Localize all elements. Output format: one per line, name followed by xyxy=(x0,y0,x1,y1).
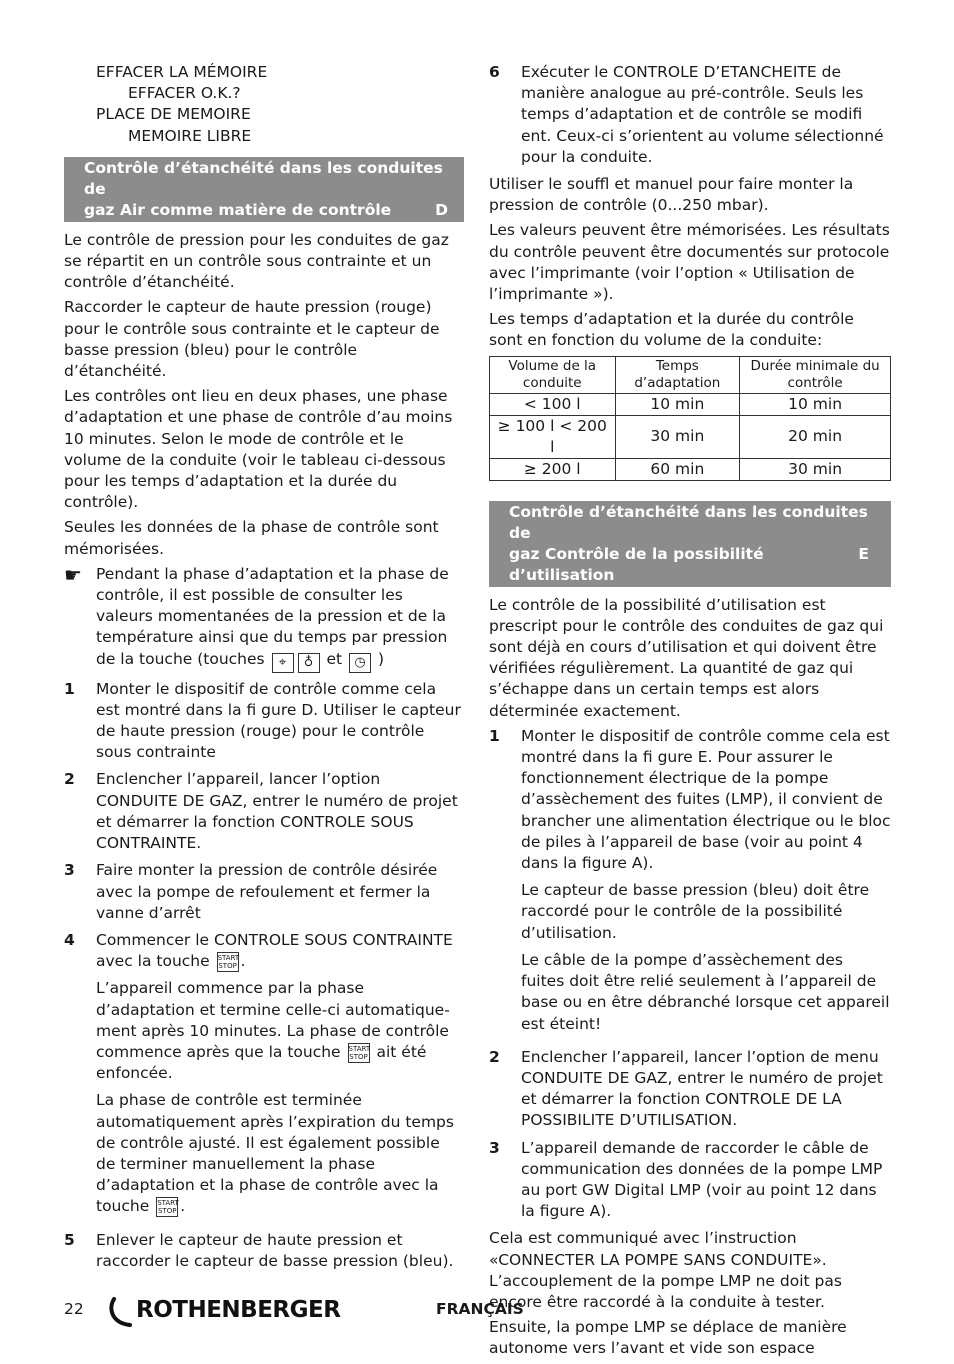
step-number: 4 xyxy=(64,930,75,949)
note-and: et xyxy=(326,649,343,668)
table-row xyxy=(490,458,891,480)
table-header: Durée minimale du contrôle xyxy=(740,356,891,393)
section-heading-line: gaz Contrôle de la possibilité d’utilisation xyxy=(509,544,764,584)
step-text: Enclencher l’appareil, lancer l’option de menu CONDUITE DE GAZ, entrer le numéro de projet et démarrer la fonction CONTROLE DE LA POSSIBILITE D’UTILISATION. xyxy=(521,1047,883,1130)
table-cell: 30 min xyxy=(740,458,891,480)
memory-line: MEMOIRE LIBRE xyxy=(128,126,252,145)
step-text: Enlever le capteur de haute pression et raccorder le capteur de basse pression (bleu). xyxy=(96,1230,454,1270)
clock-key-icon: ◷ xyxy=(349,653,371,673)
step xyxy=(64,769,464,854)
section-heading-line: Contrôle d’étanchéité dans les conduites de xyxy=(84,158,443,198)
step xyxy=(489,1047,891,1132)
table-cell: 20 min xyxy=(740,415,891,458)
step xyxy=(489,726,891,1041)
step-number: 1 xyxy=(489,726,500,745)
temperature-key-icon: ♁ xyxy=(298,653,320,673)
step-text: Commencer le CONTROLE SOUS CONTRAINTE avec la touche xyxy=(96,930,453,971)
table-row xyxy=(490,393,891,415)
paragraph: Seules les données de la phase de contrôle sont mémorisées. xyxy=(64,518,439,558)
step-text: Enclencher l’appareil, lancer l’option CONDUITE DE GAZ, entrer le numéro de projet et démarrer la fonction CONTROLE SOUS CONTRAINTE. xyxy=(96,770,458,853)
paragraph: Utiliser le souffl et manuel pour faire monter la pression de contrôle (0...250 mbar). xyxy=(489,175,854,215)
step-text: Monter le dispositif de contrôle comme cela est montré dans la fi gure D. Utiliser le capteur de haute pression (rouge) pour le contrôle sous contrainte xyxy=(96,679,461,762)
brand-logo xyxy=(108,1295,340,1327)
left-column xyxy=(64,62,464,1278)
step-number: 3 xyxy=(64,861,75,880)
table-cell: 10 min xyxy=(740,393,891,415)
paragraph: Ensuite, la pompe LMP se déplace de manière autonome vers l’avant et vide son espace xyxy=(489,1318,847,1358)
step-text: . xyxy=(240,952,246,971)
paragraph: Le contrôle de pression pour les conduites de gaz se répartit en un contrôle sous contrainte et un contrôle d’étanchéité. xyxy=(64,230,449,292)
table-header: Temps d’adaptation xyxy=(615,356,740,393)
table-cell: ≥ 100 l < 200 l xyxy=(490,415,616,458)
language-label: FRANÇAIS xyxy=(436,1300,524,1318)
table-header: Volume de la conduite xyxy=(490,356,616,393)
step xyxy=(64,1230,464,1272)
section-letter: D xyxy=(435,200,448,219)
pressure-key-icon: ⌖ xyxy=(272,653,294,673)
section-letter: E xyxy=(858,544,869,563)
rothenberger-swoosh-icon xyxy=(108,1295,136,1327)
page-footer xyxy=(64,1295,894,1329)
table-cell: 10 min xyxy=(615,393,740,415)
table-cell: 60 min xyxy=(615,458,740,480)
paragraph: Raccorder le capteur de haute pression (rouge) pour le contrôle sous contrainte et le capteur de basse pression (bleu) pour le contrôle d’étanchéité. xyxy=(64,298,440,381)
start-stop-key-icon: START STOP xyxy=(348,1044,371,1061)
step-text: Le câble de la pompe d’assèchement des fuites doit être relié seulement à l’appareil de base ou en être débranché lorsque cet appareil est éteint! xyxy=(521,950,890,1033)
start-stop-key-icon: START STOP xyxy=(217,954,240,971)
step xyxy=(489,62,891,168)
paragraph: Cela est communiqué avec l’instruction «CONNECTER LA POMPE SANS CONDUITE». L’accouplement de la pompe LMP ne doit pas encore être raccordé à la conduite à tester. xyxy=(489,1229,842,1311)
step-text: ait été enfoncée. xyxy=(96,1042,427,1083)
start-stop-key-icon: START STOP xyxy=(157,1199,179,1216)
memory-line: PLACE DE MEMOIRE xyxy=(96,105,251,124)
step xyxy=(489,1138,891,1223)
step xyxy=(64,860,464,924)
step xyxy=(64,679,464,764)
step-number: 1 xyxy=(64,679,75,698)
step-text: Le capteur de basse pression (bleu) doit être raccordé pour le contrôle de la possibilité d’utilisation. xyxy=(521,881,870,942)
right-column xyxy=(489,62,891,1364)
brand-name: ROTHENBERGER xyxy=(136,1297,341,1324)
memory-line: EFFACER LA MÉMOIRE xyxy=(96,63,268,81)
step-text: Exécuter le CONTROLE D’ETANCHEITE de manière analogue au pré-contrôle. Seuls les temps d’adaptation et de contrôle se modifi ent. Ceux-ci s’orientent au volume sélectionné pour la conduite. xyxy=(521,63,884,166)
section-heading-e xyxy=(489,501,891,587)
step xyxy=(64,930,464,1224)
step-number: 2 xyxy=(64,770,75,789)
memory-line: EFFACER O.K.? xyxy=(128,84,241,103)
step-text: . xyxy=(180,1197,186,1216)
timing-table xyxy=(489,356,891,481)
step-text: L’appareil commence par la phase d’adaptation et termine celle-ci automatique-ment après 10 minutes. La phase de contrôle commence après que la touche xyxy=(96,979,450,1061)
step-text: Monter le dispositif de contrôle comme cela est montré dans la fi gure E. Pour assurer le fonctionnement électrique de la pompe d’assèchement des fuites (LMP), il convient de brancher une alimentation électrique ou le bloc de piles à l’appareil de base (voir au point 4 dans la figure A). xyxy=(521,726,891,873)
step-number: 2 xyxy=(489,1047,500,1066)
step-number: 5 xyxy=(64,1230,75,1249)
table-row xyxy=(490,415,891,458)
section-heading-d xyxy=(64,157,464,222)
step-number: 3 xyxy=(489,1138,500,1157)
paragraph: Les valeurs peuvent être mémorisées. Les résultats du contrôle peuvent être documentés sur protocole avec l’imprimante (voir l’option « Utilisation de l’imprimante »). xyxy=(489,221,890,304)
paragraph: Les contrôles ont lieu en deux phases, une phase d’adaptation et une phase de contrôle d’au moins 10 minutes. Selon le mode de contrôle et le volume de la conduite (voir le tableau ci-dessous pour les temps d’adaptation et la durée du contrôle). xyxy=(64,387,453,512)
section-heading-line: Contrôle d’étanchéité dans les conduites de xyxy=(509,502,868,542)
step-number: 6 xyxy=(489,63,500,81)
table-cell: < 100 l xyxy=(490,393,616,415)
note-text: Pendant la phase d’adaptation et la phase de contrôle, il est possible de consulter les valeurs momentanées de la pression et de la température ainsi que du temps par pression de la touche (touches xyxy=(96,564,449,668)
page-number: 22 xyxy=(64,1300,84,1318)
paragraph: Le contrôle de la possibilité d’utilisation est prescript pour le contrôle des conduites de gaz qui sont déjà en cours d’utilisation et qui doivent être vérifiées régulièrement. La quantité de gaz qui s’échappe dans un certain temps est alors déterminée exactement. xyxy=(489,595,884,720)
step-text: Faire monter la pression de contrôle désirée avec la pompe de refoulement et fermer la vanne d’arrêt xyxy=(96,861,438,922)
note-block xyxy=(64,564,464,673)
pointing-hand-icon: ☛ xyxy=(64,562,82,587)
section-heading-line: gaz Air comme matière de contrôle xyxy=(84,200,392,219)
step-text: La phase de contrôle est terminée automatiquement après l’expiration du temps de contrôle ajusté. Il est également possible de terminer manuellement la phase d’adaptation et la phase de contrôle avec la touche xyxy=(96,1091,454,1216)
table-cell: 30 min xyxy=(615,415,740,458)
memory-display-lines xyxy=(64,62,464,147)
step-text: L’appareil demande de raccorder le câble de communication des données de la pompe LMP au port GW Digital LMP (voir au point 12 dans la figure A). xyxy=(521,1138,883,1221)
table-cell: ≥ 200 l xyxy=(490,458,616,480)
note-close: ) xyxy=(378,649,385,668)
paragraph: Les temps d’adaptation et la durée du contrôle sont en fonction du volume de la conduite: xyxy=(489,310,854,350)
